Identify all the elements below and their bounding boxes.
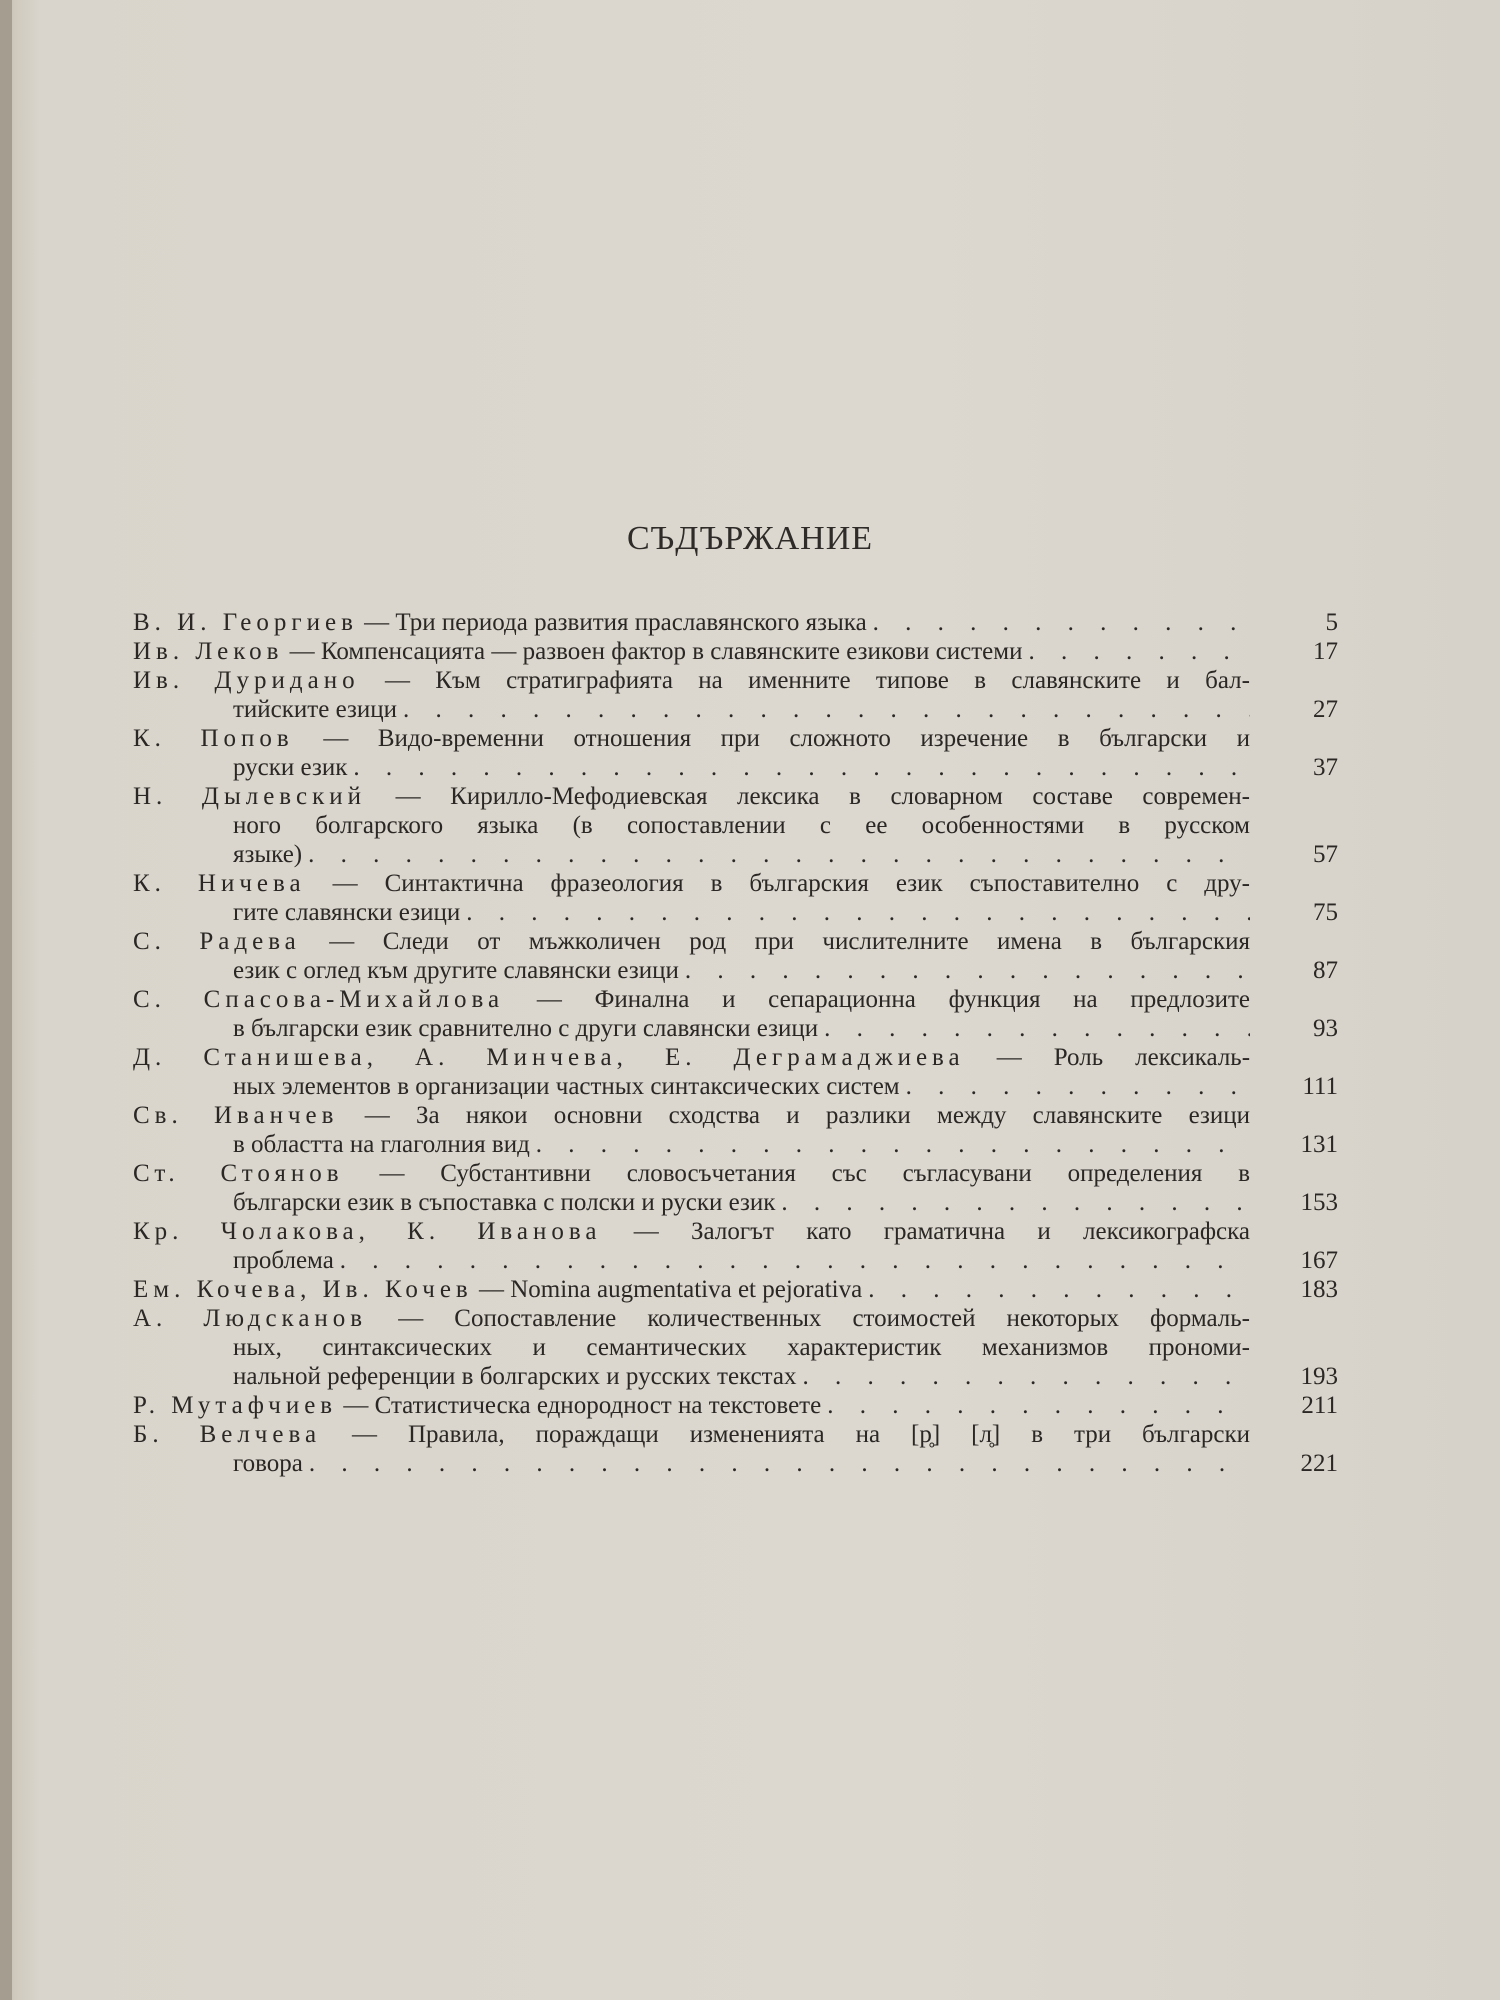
toc-line xyxy=(133,1304,1338,1333)
entry-author: Б. Велчева xyxy=(133,1421,322,1448)
toc-entry xyxy=(133,1217,1338,1275)
entry-author: Д. Станишева, А. Минчева, Е. Деграмаджиева xyxy=(133,1044,965,1071)
entry-title: — Финална и сепарационна функция на предлозите xyxy=(536,986,1250,1013)
toc-entry xyxy=(133,608,1338,637)
toc-line xyxy=(133,898,1338,927)
dot-leader xyxy=(679,956,1250,985)
entry-text-last xyxy=(233,898,460,927)
entry-author: Ем. Кочева, Ив. Кочев xyxy=(133,1276,473,1303)
entry-title: руски език xyxy=(233,754,348,781)
dot-leader xyxy=(775,1188,1250,1217)
entry-title: език с оглед към другите славянски езици xyxy=(233,957,679,984)
toc-line xyxy=(133,1275,1338,1304)
entry-title: ных, синтаксических и семантических характеристик механизмов прономи- xyxy=(233,1334,1250,1361)
toc-line xyxy=(133,869,1338,898)
toc-entry xyxy=(133,1043,1338,1101)
toc-line xyxy=(133,1072,1338,1101)
entry-title: — Сопоставление количественных стоимостей некоторых формаль- xyxy=(398,1305,1250,1332)
toc-line xyxy=(133,1391,1338,1420)
entry-author: К. Ничева xyxy=(133,870,306,897)
page-number: 75 xyxy=(1313,899,1338,926)
entry-author: Св. Иванчев xyxy=(133,1102,339,1129)
entry-text-last xyxy=(133,608,867,637)
entry-title: — Три периода развития праславянского языка xyxy=(364,609,867,636)
dot-leader xyxy=(303,1449,1250,1478)
entry-text-last xyxy=(133,637,1022,666)
toc-entry xyxy=(133,782,1338,869)
toc-line xyxy=(133,1188,1338,1217)
dot-leader xyxy=(460,898,1250,927)
entry-author: С. Радева xyxy=(133,928,301,955)
entry-author: С. Спасова-Михайлова xyxy=(133,986,505,1013)
toc-entry xyxy=(133,1101,1338,1159)
entry-title: — Правила, пораждащи измененията на [р̥] [л̥] в три български xyxy=(352,1421,1250,1448)
entry-author: Кр. Чолакова, К. Иванова xyxy=(133,1218,602,1245)
dot-leader xyxy=(867,608,1250,637)
entry-text xyxy=(133,1014,1250,1043)
page-title: СЪДЪРЖАНИЕ xyxy=(626,520,874,557)
page-number xyxy=(1250,666,1338,695)
entry-author: А. Людсканов xyxy=(133,1305,368,1332)
entry-text xyxy=(133,811,1250,840)
toc-line xyxy=(133,956,1338,985)
entry-text xyxy=(133,956,1250,985)
entry-text xyxy=(133,637,1250,666)
entry-title: гите славянски езици xyxy=(233,899,461,926)
toc-entry xyxy=(133,724,1338,782)
page-number xyxy=(1250,1101,1338,1130)
page-number: 111 xyxy=(1302,1073,1338,1100)
entry-title: — Следи от мъжколичен род при числителните имена в българския xyxy=(329,928,1250,955)
entry-author: В. И. Георгиев xyxy=(133,609,358,636)
entry-text xyxy=(133,1333,1250,1362)
entry-text xyxy=(133,724,1250,753)
toc-line xyxy=(133,811,1338,840)
entry-text xyxy=(133,1362,1250,1391)
page-number xyxy=(1250,869,1338,898)
entry-title: — Nomina augmentativa et pejorativa xyxy=(478,1276,863,1303)
toc-line xyxy=(133,1130,1338,1159)
entry-title: — Видо-временни отношения при сложното изречение в български и xyxy=(323,725,1250,752)
page-number xyxy=(1250,1159,1338,1188)
toc-line xyxy=(133,927,1338,956)
entry-text xyxy=(133,869,1250,898)
entry-title: — Синтактична фразеология в българския език съпоставително с дру- xyxy=(332,870,1250,897)
entry-author: Ив. Дуридано xyxy=(133,667,360,694)
entry-text xyxy=(133,1101,1250,1130)
toc-line xyxy=(133,1362,1338,1391)
toc-line xyxy=(133,753,1338,782)
toc-entry xyxy=(133,1304,1338,1391)
page-number xyxy=(1250,927,1338,956)
entry-title: ного болгарского языка (в сопоставлении с ее особенностями в русском xyxy=(233,812,1250,839)
entry-text xyxy=(133,898,1250,927)
entry-text xyxy=(133,1159,1250,1188)
toc-entry xyxy=(133,666,1338,724)
dot-leader xyxy=(821,1391,1250,1420)
toc-line xyxy=(133,1159,1338,1188)
page-number: 5 xyxy=(1325,609,1338,636)
toc-line xyxy=(133,666,1338,695)
entry-text-last xyxy=(233,1362,797,1391)
page-number xyxy=(1250,1217,1338,1246)
toc-entry xyxy=(133,869,1338,927)
toc-line xyxy=(133,840,1338,869)
entry-title: — Статистическа еднородност на текстовете xyxy=(343,1392,822,1419)
toc-line xyxy=(133,1014,1338,1043)
page-number: 87 xyxy=(1313,957,1338,984)
page-number xyxy=(1250,1304,1338,1333)
entry-text xyxy=(133,753,1250,782)
entry-text xyxy=(133,608,1250,637)
entry-author: Ст. Стоянов xyxy=(133,1160,344,1187)
toc-line xyxy=(133,782,1338,811)
toc-entry xyxy=(133,985,1338,1043)
dot-leader xyxy=(797,1362,1250,1391)
page-number: 93 xyxy=(1313,1015,1338,1042)
entry-text xyxy=(133,1217,1250,1246)
toc-line xyxy=(133,608,1338,637)
page-number xyxy=(1250,811,1338,840)
dot-leader xyxy=(818,1014,1250,1043)
entry-text xyxy=(133,1449,1250,1478)
toc-entry xyxy=(133,1391,1338,1420)
entry-title: нальной референции в болгарских и русских текстах xyxy=(233,1363,797,1390)
entry-title: ных элементов в организации частных синтаксических систем xyxy=(233,1073,900,1100)
entry-text xyxy=(133,985,1250,1014)
entry-text xyxy=(133,782,1250,811)
entry-text xyxy=(133,1275,1250,1304)
entry-text xyxy=(133,1304,1250,1333)
entry-title: — Компенсацията — развоен фактор в славянските езикови системи xyxy=(289,638,1023,665)
page-number: 153 xyxy=(1300,1189,1338,1216)
entry-text-last xyxy=(233,1188,775,1217)
page-number xyxy=(1250,985,1338,1014)
dot-leader xyxy=(900,1072,1250,1101)
entry-title: български език в съпоставка с полски и руски език xyxy=(233,1189,776,1216)
page-number: 211 xyxy=(1301,1392,1338,1419)
entry-text-last xyxy=(233,753,347,782)
page-number: 193 xyxy=(1300,1363,1338,1390)
entry-text xyxy=(133,840,1250,869)
entry-title: в български език сравнително с други славянски езици xyxy=(233,1015,819,1042)
toc-line xyxy=(133,1043,1338,1072)
entry-text-last xyxy=(233,1014,818,1043)
toc-line xyxy=(133,1101,1338,1130)
entry-title: — Роль лексикаль- xyxy=(996,1044,1250,1071)
entry-text-last xyxy=(233,956,679,985)
toc-line xyxy=(133,1217,1338,1246)
entry-title: — Субстантивни словосъчетания със съгласувани определения в xyxy=(379,1160,1250,1187)
page-number: 37 xyxy=(1313,754,1338,781)
entry-text xyxy=(133,1043,1250,1072)
dot-leader xyxy=(530,1130,1250,1159)
entry-text-last xyxy=(233,840,302,869)
entry-text xyxy=(133,1391,1250,1420)
page-number: 57 xyxy=(1313,841,1338,868)
entry-text xyxy=(133,1130,1250,1159)
entry-text xyxy=(133,1188,1250,1217)
dot-leader xyxy=(862,1275,1250,1304)
page-number xyxy=(1250,1333,1338,1362)
entry-text-last xyxy=(233,1246,334,1275)
page-number: 183 xyxy=(1300,1276,1338,1303)
toc-line xyxy=(133,1449,1338,1478)
entry-author: Ив. Леков xyxy=(133,638,284,665)
entry-text-last xyxy=(133,1275,862,1304)
dot-leader xyxy=(347,753,1250,782)
page-number: 17 xyxy=(1313,638,1338,665)
toc-line xyxy=(133,1420,1338,1449)
entry-author: Р. Мутафчиев xyxy=(133,1392,338,1419)
toc-entry xyxy=(133,1420,1338,1478)
page-number: 131 xyxy=(1300,1131,1338,1158)
table-of-contents xyxy=(133,608,1338,1478)
entry-text xyxy=(133,1420,1250,1449)
entry-text-last xyxy=(233,1130,530,1159)
page-number xyxy=(1250,1420,1338,1449)
toc-line xyxy=(133,724,1338,753)
entry-title: тийските езици xyxy=(233,696,397,723)
toc-entry xyxy=(133,1275,1338,1304)
entry-text-last xyxy=(133,1391,821,1420)
entry-title: — Кирилло-Мефодиевская лексика в словарном составе современ- xyxy=(395,783,1250,810)
toc-line xyxy=(133,1333,1338,1362)
toc-line xyxy=(133,985,1338,1014)
page-number: 167 xyxy=(1300,1247,1338,1274)
entry-author: К. Попов xyxy=(133,725,294,752)
dot-leader xyxy=(334,1246,1250,1275)
entry-text xyxy=(133,1072,1250,1101)
page-number xyxy=(1250,782,1338,811)
entry-author: Н. Дылевский xyxy=(133,783,366,810)
entry-title: говора xyxy=(233,1450,303,1477)
entry-text xyxy=(133,1246,1250,1275)
dot-leader xyxy=(397,695,1250,724)
toc-line xyxy=(133,637,1338,666)
entry-title: — Към стратиграфията на именните типове в славянските и бал- xyxy=(384,667,1250,694)
toc-line xyxy=(133,1246,1338,1275)
entry-title: языке) xyxy=(233,841,303,868)
page-edge xyxy=(0,0,12,2000)
dot-leader xyxy=(1022,637,1250,666)
entry-title: проблема xyxy=(233,1247,334,1274)
page-number: 221 xyxy=(1300,1450,1338,1477)
page-number xyxy=(1250,724,1338,753)
toc-entry xyxy=(133,637,1338,666)
entry-text-last xyxy=(233,1072,900,1101)
entry-title: — Залогът като граматична и лексикографска xyxy=(633,1218,1250,1245)
entry-text xyxy=(133,695,1250,724)
entry-title: в областта на глаголния вид xyxy=(233,1131,530,1158)
page-number: 27 xyxy=(1313,696,1338,723)
entry-text xyxy=(133,927,1250,956)
entry-text-last xyxy=(233,1449,303,1478)
toc-line xyxy=(133,695,1338,724)
entry-title: — За някои основни сходства и разлики между славянските езици xyxy=(364,1102,1250,1129)
entry-text-last xyxy=(233,695,397,724)
toc-entry xyxy=(133,927,1338,985)
dot-leader xyxy=(302,840,1250,869)
page-number xyxy=(1250,1043,1338,1072)
entry-text xyxy=(133,666,1250,695)
toc-entry xyxy=(133,1159,1338,1217)
